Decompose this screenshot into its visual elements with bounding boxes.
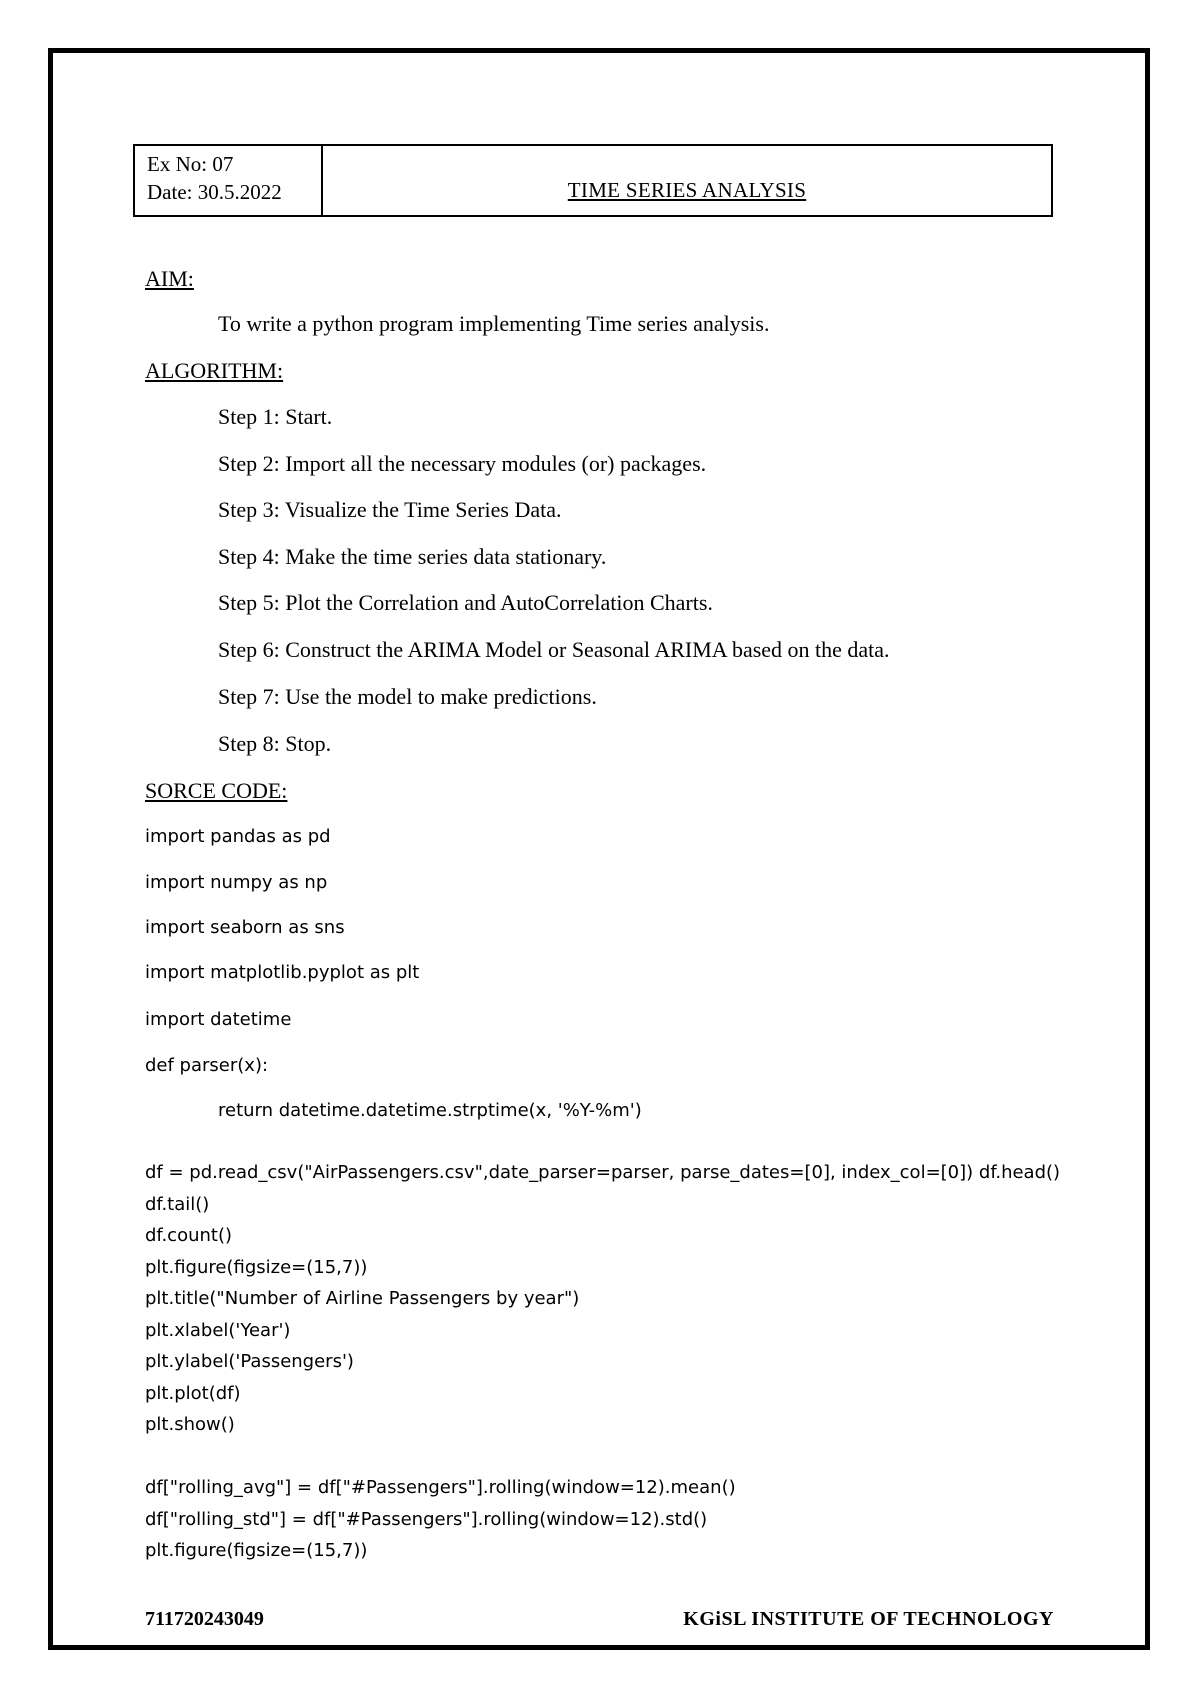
code-line: def parser(x): [145, 1055, 269, 1076]
algorithm-step: Step 3: Visualize the Time Series Data. [218, 497, 562, 522]
code-line: import seaborn as sns [145, 917, 345, 938]
code-line: plt.plot(df) [145, 1382, 241, 1404]
code-line: plt.figure(figsize=(15,7)) [145, 1256, 368, 1278]
algorithm-step: Step 2: Import all the necessary modules (or) packages. [218, 451, 707, 476]
code-line: plt.ylabel('Passengers') [145, 1351, 354, 1372]
blank-line [145, 1441, 1060, 1473]
algorithm-step: Step 1: Start. [218, 404, 333, 429]
code-line: df = pd.read_csv("AirPassengers.csv",date_parser=parser, parse_dates=[0], index_col=[0]) df.head() [145, 1162, 1061, 1183]
code-line: return datetime.datetime.strptime(x, '%Y-%m') [218, 1100, 642, 1121]
code-block [145, 1157, 1060, 1567]
code-line: import matplotlib.pyplot as plt [145, 962, 420, 983]
footer-institute: KGiSL INSTITUTE OF TECHNOLOGY [683, 1608, 1054, 1630]
exercise-date: Date: 30.5.2022 [147, 180, 282, 204]
code-line: plt.title("Number of Airline Passengers by year") [145, 1288, 580, 1309]
algorithm-step: Step 4: Make the time series data stationary. [218, 544, 607, 569]
code-line: df.count() [145, 1225, 233, 1246]
algorithm-step: Step 5: Plot the Correlation and AutoCorrelation Charts. [218, 590, 713, 615]
code-line: import numpy as np [145, 872, 328, 893]
exercise-title-cell [323, 146, 1051, 215]
source-code-heading: SORCE CODE: [145, 778, 288, 803]
code-line: plt.show() [145, 1414, 235, 1435]
algorithm-heading: ALGORITHM: [145, 358, 284, 383]
exercise-number: Ex No: 07 [147, 152, 234, 176]
exercise-meta [135, 146, 323, 215]
exercise-header [133, 144, 1053, 217]
exercise-title: TIME SERIES ANALYSIS [567, 178, 807, 202]
code-line: plt.figure(figsize=(15,7)) [145, 1540, 368, 1561]
algorithm-step: Step 8: Stop. [218, 731, 332, 756]
code-line: import pandas as pd [145, 826, 331, 847]
footer-roll-number: 711720243049 [145, 1608, 264, 1630]
code-line: df.tail() [145, 1193, 210, 1215]
algorithm-step: Step 6: Construct the ARIMA Model or Seasonal ARIMA based on the data. [218, 637, 890, 662]
aim-heading: AIM: [145, 266, 194, 291]
code-line: plt.xlabel('Year') [145, 1319, 291, 1341]
code-line: df["rolling_avg"] = df["#Passengers"].rolling(window=12).mean() [145, 1477, 736, 1498]
code-line: df["rolling_std"] = df["#Passengers"].rolling(window=12).std() [145, 1508, 708, 1530]
algorithm-step: Step 7: Use the model to make predictions. [218, 684, 597, 709]
code-line: import datetime [145, 1009, 292, 1030]
aim-text: To write a python program implementing Time series analysis. [218, 311, 770, 336]
